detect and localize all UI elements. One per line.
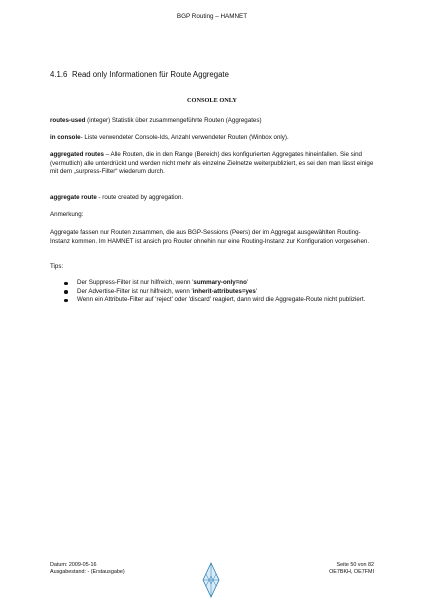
footer-left [50,562,125,576]
in-console-text: - Liste verwendeter Console-Ids, Anzahl verwendeter Routen (Winbox only). [80,134,289,141]
list-item: Der Advertise-Filter ist nur hilfreich, wenn 'inherit-attributes=yes' [50,288,375,297]
anmerkung-paragraph: Aggregate fassen nur Routen zusammen, die aus BGP-Sessions (Peers) der im Aggregat ausgewählten Routing-Instanz kommen. Im HAMNET ist ansich pro Router ohnehin nur eine Routing-Instanz zur Konfiguration vorgesehen. [50,229,370,245]
bullet-icon [64,299,68,303]
page-header: BGP Routing – HAMNET [176,13,248,20]
tips-label: Tips: [50,263,64,270]
section-number: 4.1.6 [50,70,68,79]
in-console-term: in console [50,134,81,141]
footer-date: Datum: 2009-05-16 [50,562,97,568]
aggregated-routes-term: aggregated routes [50,151,104,158]
aggregate-route-term: aggregate route [50,194,97,201]
aggregated-routes-paragraph [50,151,375,177]
routes-used-term: routes-used [50,117,86,124]
footer-edition: Ausgabestand: - (Erstausgabe) [50,568,125,575]
aggregated-routes-text: – Alle Routen, die in den Range (Bereich) des konfigurierten Aggregates hineinfallen. Sie sind (vermutlich) alle unterdrückt und werden nicht mehr als einzelne Zielnetze weiterpubliziert, es sei den man lässt einige mit dem „surpress-Filter“ wiederum durch. [50,151,374,176]
anmerkung-label: Anmerkung: [50,211,84,218]
aggregate-route-paragraph [50,194,375,203]
in-console-paragraph [50,134,375,143]
console-only-heading: CONSOLE ONLY [187,97,237,104]
section-title: Read only Informationen für Route Aggregate [72,70,229,79]
routes-used-paragraph [50,117,375,126]
section-heading [50,70,229,79]
bullet-icon [64,290,68,294]
list-item: Wenn ein Attribute-Filter auf 'reject' oder 'discard' reagiert, dann wird die Aggregate-Route nicht publiziert. [50,296,375,305]
hamnet-diamond-logo-icon [202,562,220,598]
bullet-icon [64,282,68,286]
tips-list [50,279,375,305]
aggregate-route-text: - route created by aggregation. [96,194,184,201]
footer-page-number: Seite 50 von 82 [336,562,374,568]
footer-authors: OE7BKH, OE7FMI [329,568,374,575]
footer-right [329,562,374,576]
list-item: Der Suppress-Filter ist nur hilfreich, wenn 'summary-only=no' [50,279,375,288]
routes-used-text: (integer) Statistik über zusammengeführte Routen (Aggregates) [85,117,262,124]
